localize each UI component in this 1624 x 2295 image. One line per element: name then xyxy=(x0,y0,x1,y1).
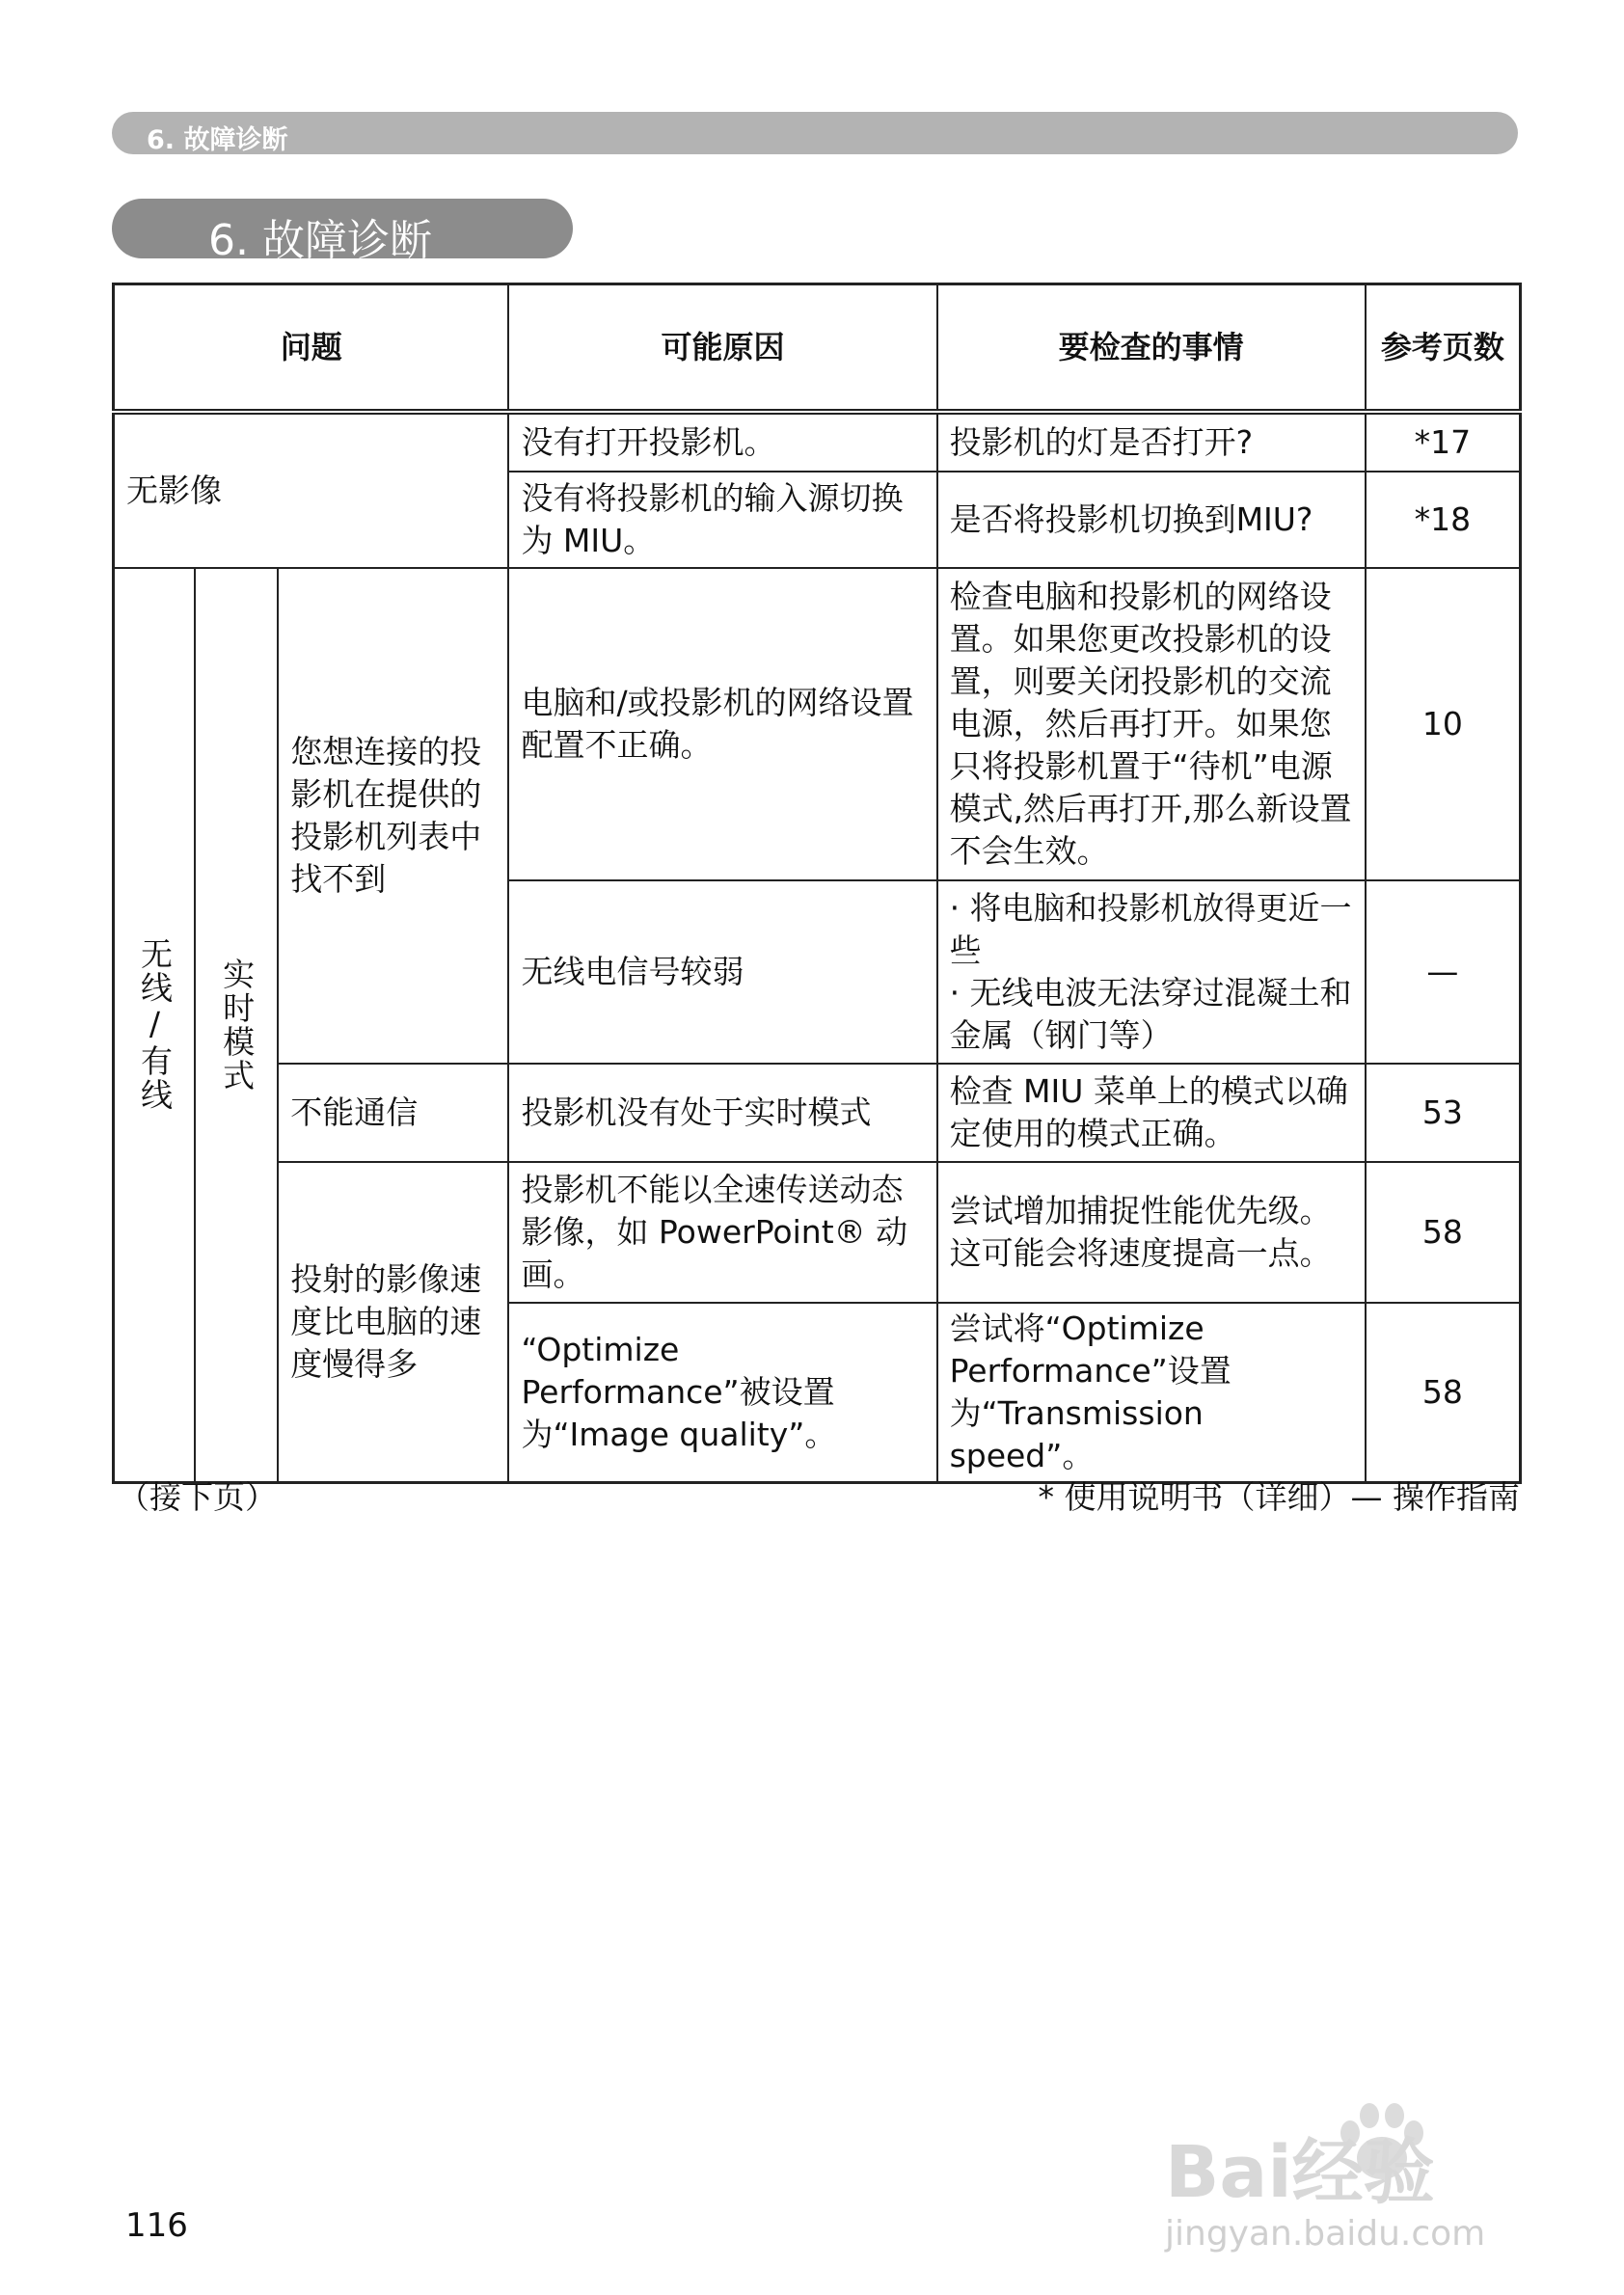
cause-cell: 电脑和/或投影机的网络设置配置不正确。 xyxy=(508,568,936,880)
cause-cell: 投影机没有处于实时模式 xyxy=(508,1064,936,1162)
continued-note: （接下页） xyxy=(118,1478,277,1516)
section-title-pill xyxy=(112,199,573,265)
watermark-brand: Bai经验 xyxy=(1165,2131,1435,2214)
header-check: 要检查的事情 xyxy=(937,284,1366,413)
baidu-watermark xyxy=(1126,2098,1551,2272)
cause-cell: 投影机不能以全速传送动态影像，如 PowerPoint® 动画。 xyxy=(508,1162,936,1303)
header-cause: 可能原因 xyxy=(508,284,936,413)
section-title: 6. 故障诊断 xyxy=(208,216,432,265)
ref-cell: *18 xyxy=(1366,472,1521,568)
check-cell: 投影机的灯是否打开? xyxy=(937,412,1366,472)
problem-slow: 投射的影像速度比电脑的速度慢得多 xyxy=(278,1162,508,1482)
ref-cell: 10 xyxy=(1366,568,1521,880)
header-ref: 参考页数 xyxy=(1366,284,1521,413)
ref-cell: *17 xyxy=(1366,412,1521,472)
ref-cell: 58 xyxy=(1366,1303,1521,1482)
subgroup-label-realtime: 实时模式 xyxy=(195,568,278,1482)
table-header-row xyxy=(114,284,1521,413)
check-cell: 是否将投影机切换到MIU? xyxy=(937,472,1366,568)
check-bullet: · 将电脑和投影机放得更近一些 xyxy=(949,889,1352,969)
page-number: 116 xyxy=(125,2206,188,2245)
table-row xyxy=(114,412,1521,472)
check-bullet: · 无线电波无法穿过混凝土和金属（钢门等） xyxy=(949,974,1352,1054)
troubleshooting-table xyxy=(112,283,1522,1484)
ref-cell: — xyxy=(1366,880,1521,1064)
ref-cell: 53 xyxy=(1366,1064,1521,1162)
running-header-title: 6. 故障诊断 xyxy=(147,125,288,155)
header-problem: 问题 xyxy=(114,284,509,413)
watermark-url: jingyan.baidu.com xyxy=(1165,2214,1486,2254)
table-row xyxy=(114,568,1521,880)
check-cell: 尝试增加捕捉性能优先级。这可能会将速度提高一点。 xyxy=(937,1162,1366,1303)
problem-no-comm: 不能通信 xyxy=(278,1064,508,1162)
ref-cell: 58 xyxy=(1366,1162,1521,1303)
check-cell: 检查电脑和投影机的网络设置。如果您更改投影机的设置，则要关闭投影机的交流电源，然后再打开。如果您只将投影机置于“待机”电源模式,然后再打开,那么新设置不会生效。 xyxy=(937,568,1366,880)
cause-cell: “Optimize Performance”被设置为“Image quality”。 xyxy=(508,1303,936,1482)
check-cell: 检查 MIU 菜单上的模式以确定使用的模式正确。 xyxy=(937,1064,1366,1162)
table-row xyxy=(114,1162,1521,1303)
check-cell xyxy=(937,880,1366,1064)
problem-no-image: 无影像 xyxy=(114,412,509,568)
problem-not-found: 您想连接的投影机在提供的投影机列表中找不到 xyxy=(278,568,508,1064)
manual-reference-note: * 使用说明书（详细）— 操作指南 xyxy=(1038,1478,1520,1516)
group-label-wireless-wired: 无线/有线 xyxy=(114,568,195,1482)
running-header-bar xyxy=(112,112,1518,154)
check-cell: 尝试将“Optimize Performance”设置为“Transmission speed”。 xyxy=(937,1303,1366,1482)
cause-cell: 无线电信号较弱 xyxy=(508,880,936,1064)
cause-cell: 没有打开投影机。 xyxy=(508,412,936,472)
table-row xyxy=(114,1064,1521,1162)
cause-cell: 没有将投影机的输入源切换为 MIU。 xyxy=(508,472,936,568)
